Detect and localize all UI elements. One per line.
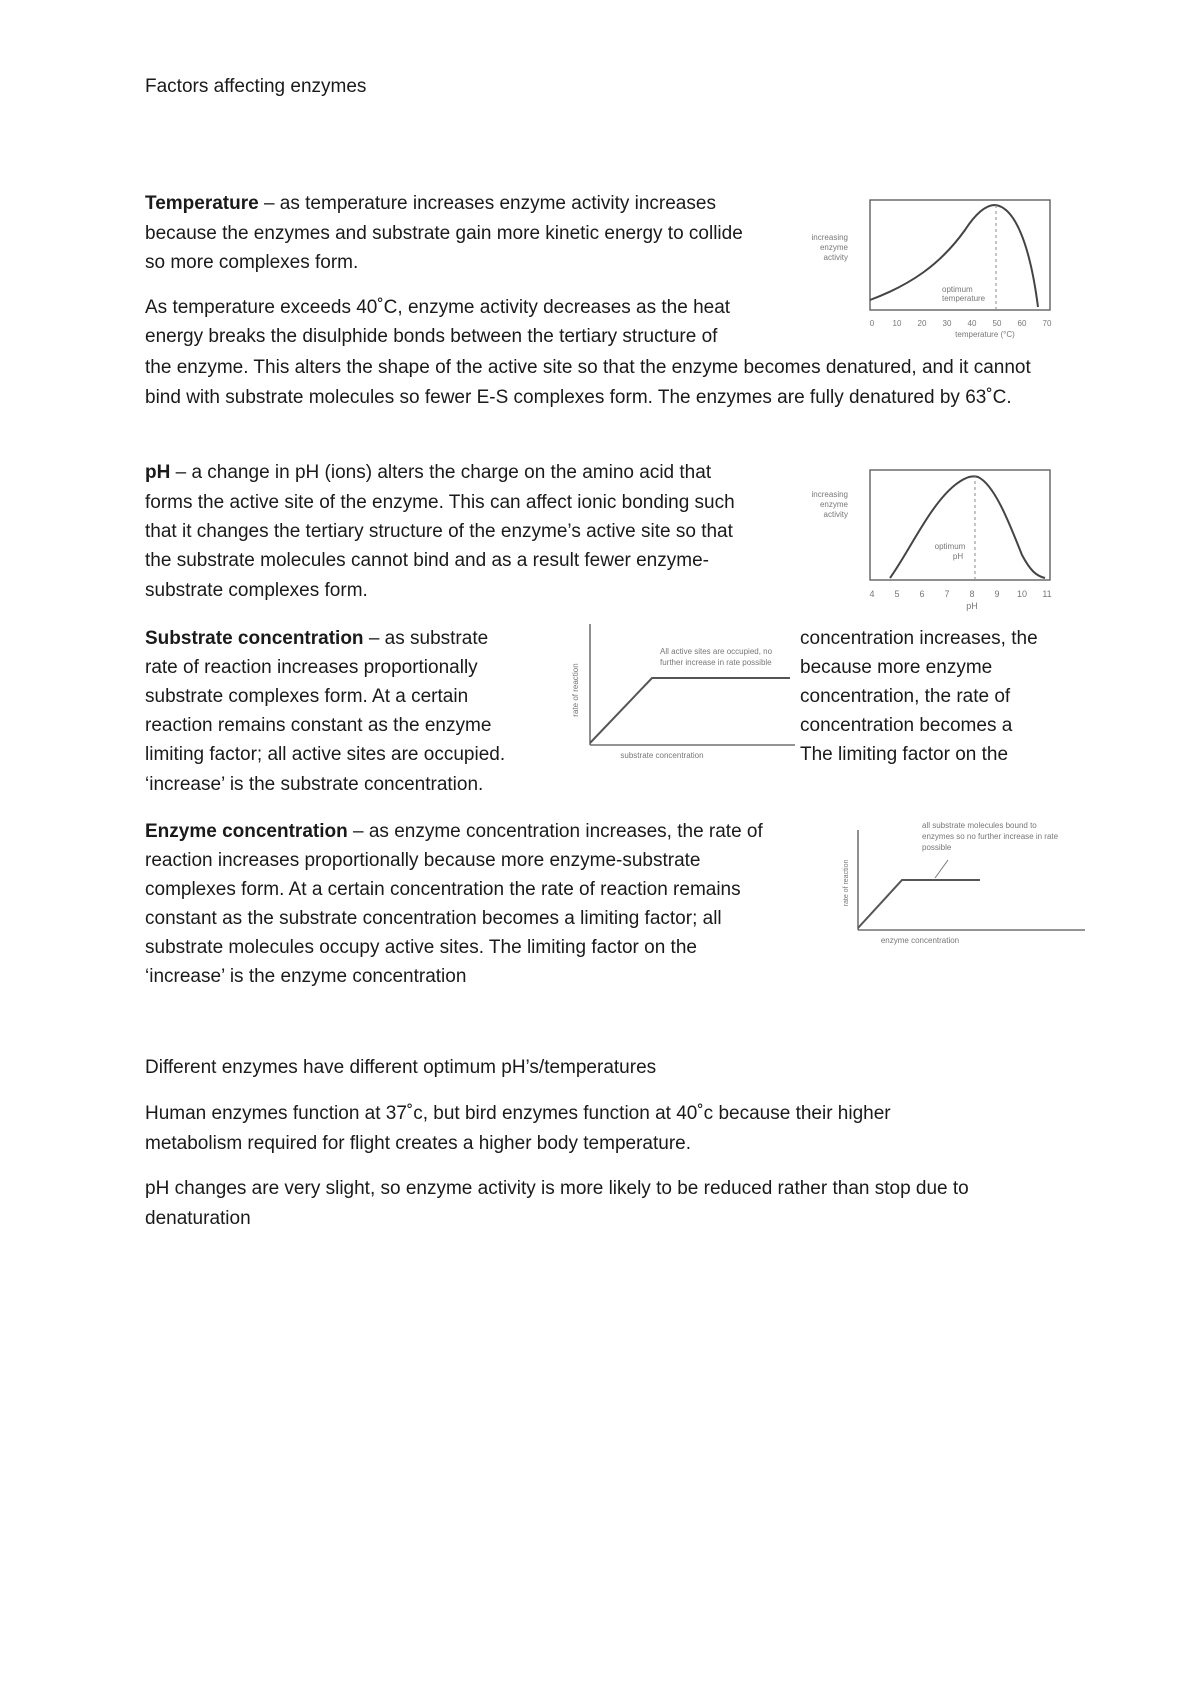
temp-tick: 50 [992,319,1002,328]
substrate-note-2: further increase in rate possible [660,658,772,667]
enzyme-xlabel: enzyme concentration [880,936,960,945]
enzyme-line-5: substrate molecules occupy active sites. The limiting factor on the [145,937,697,958]
enzyme-text-1: – as enzyme concentration increases, the rate of [347,821,763,842]
temp-tick: 0 [869,319,875,328]
substrate-note-1: All active sites are occupied, no [660,647,773,656]
ph-ylabel-2: enzyme [819,500,848,509]
temp-tick: 60 [1017,319,1027,328]
temp-xlabel: temperature (°C) [955,330,1015,339]
substrate-text-1: – as substrate [363,628,489,649]
ph-line-2: forms the active site of the enzyme. This can affect ionic bonding such [145,492,735,513]
enzyme-line-3: complexes form. At a certain concentration the rate of reaction remains [145,879,741,900]
enzyme-line-2: reaction increases proportionally because more enzyme-substrate [145,850,701,871]
ph-tick: 7 [944,589,950,599]
enzyme-note-1: all substrate molecules bound to [922,821,1037,830]
ph-tick: 5 [894,589,900,599]
ph-line-3: that it changes the tertiary structure of the enzyme’s active site so that [145,521,733,542]
enzyme-line-1 [145,821,763,843]
ph-tick: 9 [994,589,1000,599]
temp-x-ticks [870,319,1052,328]
ph-tick: 8 [969,589,975,599]
ph-line-5: substrate complexes form. [145,580,368,601]
temp-tick: 20 [917,319,927,328]
temp-ylabel-3: activity [823,253,848,262]
temp-ylabel-1: increasing [811,233,848,242]
ph-line-1 [145,462,711,484]
ph-tick: 11 [1042,589,1052,599]
enzyme-line-4: constant as the substrate concentration becomes a limiting factor; all [145,908,722,929]
substrate-ylabel: rate of reaction [571,663,580,717]
temperature-line-1 [145,193,716,215]
temp-ylabel-2: enzyme [819,243,848,252]
document-title: Factors affecting enzymes [145,76,367,97]
ph-text-1: – a change in pH (ions) alters the charge on the amino acid that [170,462,712,483]
temp-tick: 70 [1042,319,1052,328]
substrate-right-1: concentration increases, the [800,628,1038,649]
ph-x-ticks [869,589,1051,599]
temperature-p2-rest: the enzyme. This alters the shape of the active site so that the enzyme becomes denatured, and it cannot bind with substrate molecules so fewer E-S complexes form. The enzymes are fully denatured by 63˚C. [145,357,1031,408]
substrate-left-4: reaction remains constant as the enzyme [145,715,492,736]
substrate-heading: Substrate concentration [145,628,364,649]
enzyme-line-6: ‘increase’ is the enzyme concentration [145,966,467,987]
optimum-line-1: Different enzymes have different optimum pH’s/temperatures [145,1057,657,1078]
ph-ylabel-3: activity [823,510,848,519]
substrate-left-6: ‘increase’ is the substrate concentration. [145,774,484,795]
substrate-right-2: because more enzyme [800,657,993,678]
temperature-line-3: so more complexes form. [145,252,359,273]
ph-tick: 4 [869,589,875,599]
ph-graph [800,465,1070,615]
temp-tick: 40 [967,319,977,328]
optimum-paragraph-2: Human enzymes function at 37˚c, but bird enzymes function at 40˚c because their higher metabolism required for flight creates a higher body temperature. [145,1103,891,1154]
substrate-line-1 [145,628,488,650]
ph-optimum-2: pH [952,552,964,561]
enzyme-conc-heading: Enzyme concentration [145,821,348,842]
substrate-xlabel: substrate concentration [620,751,704,760]
ph-heading: pH [145,462,171,483]
temperature-graph [800,195,1070,340]
substrate-right-5: The limiting factor on the [800,744,1009,765]
temp-optimum-1: optimum [942,285,973,294]
ph-ylabel-1: increasing [811,490,848,499]
substrate-left-5: limiting factor; all active sites are occupied. [145,744,506,765]
substrate-right-3: concentration, the rate of [800,686,1011,707]
substrate-left-3: substrate complexes form. At a certain [145,686,469,707]
ph-xlabel: pH [966,601,978,611]
ph-optimum-1: optimum [934,542,966,551]
temperature-line-2: because the enzymes and substrate gain more kinetic energy to collide [145,223,743,244]
substrate-graph [560,620,800,765]
temperature-heading: Temperature [145,193,259,214]
temp-tick: 10 [892,319,902,328]
ph-tick: 10 [1016,589,1028,599]
substrate-left-2: rate of reaction increases proportionally [145,657,478,678]
ph-tick: 6 [919,589,925,599]
temperature-text-1: – as temperature increases enzyme activity increases [258,193,716,214]
substrate-right-4: concentration becomes a [800,715,1013,736]
optimum-paragraph-3: pH changes are very slight, so enzyme activity is more likely to be reduced rather than stop due to denaturation [145,1178,969,1229]
temperature-p2-line-2: energy breaks the disulphide bonds between the tertiary structure of [145,326,718,347]
temp-tick: 30 [942,319,952,328]
enzyme-note-2: enzymes so no further increase in rate [922,832,1059,841]
ph-line-4: the substrate molecules cannot bind and as a result fewer enzyme- [145,550,709,571]
enzyme-graph [840,818,1090,948]
temperature-p2-line-1: As temperature exceeds 40˚C, enzyme activity decreases as the heat [145,297,731,318]
temp-optimum-2: temperature [942,294,986,303]
enzyme-note-3: possible [922,843,952,852]
enzyme-ylabel: rate of reaction [843,859,850,907]
